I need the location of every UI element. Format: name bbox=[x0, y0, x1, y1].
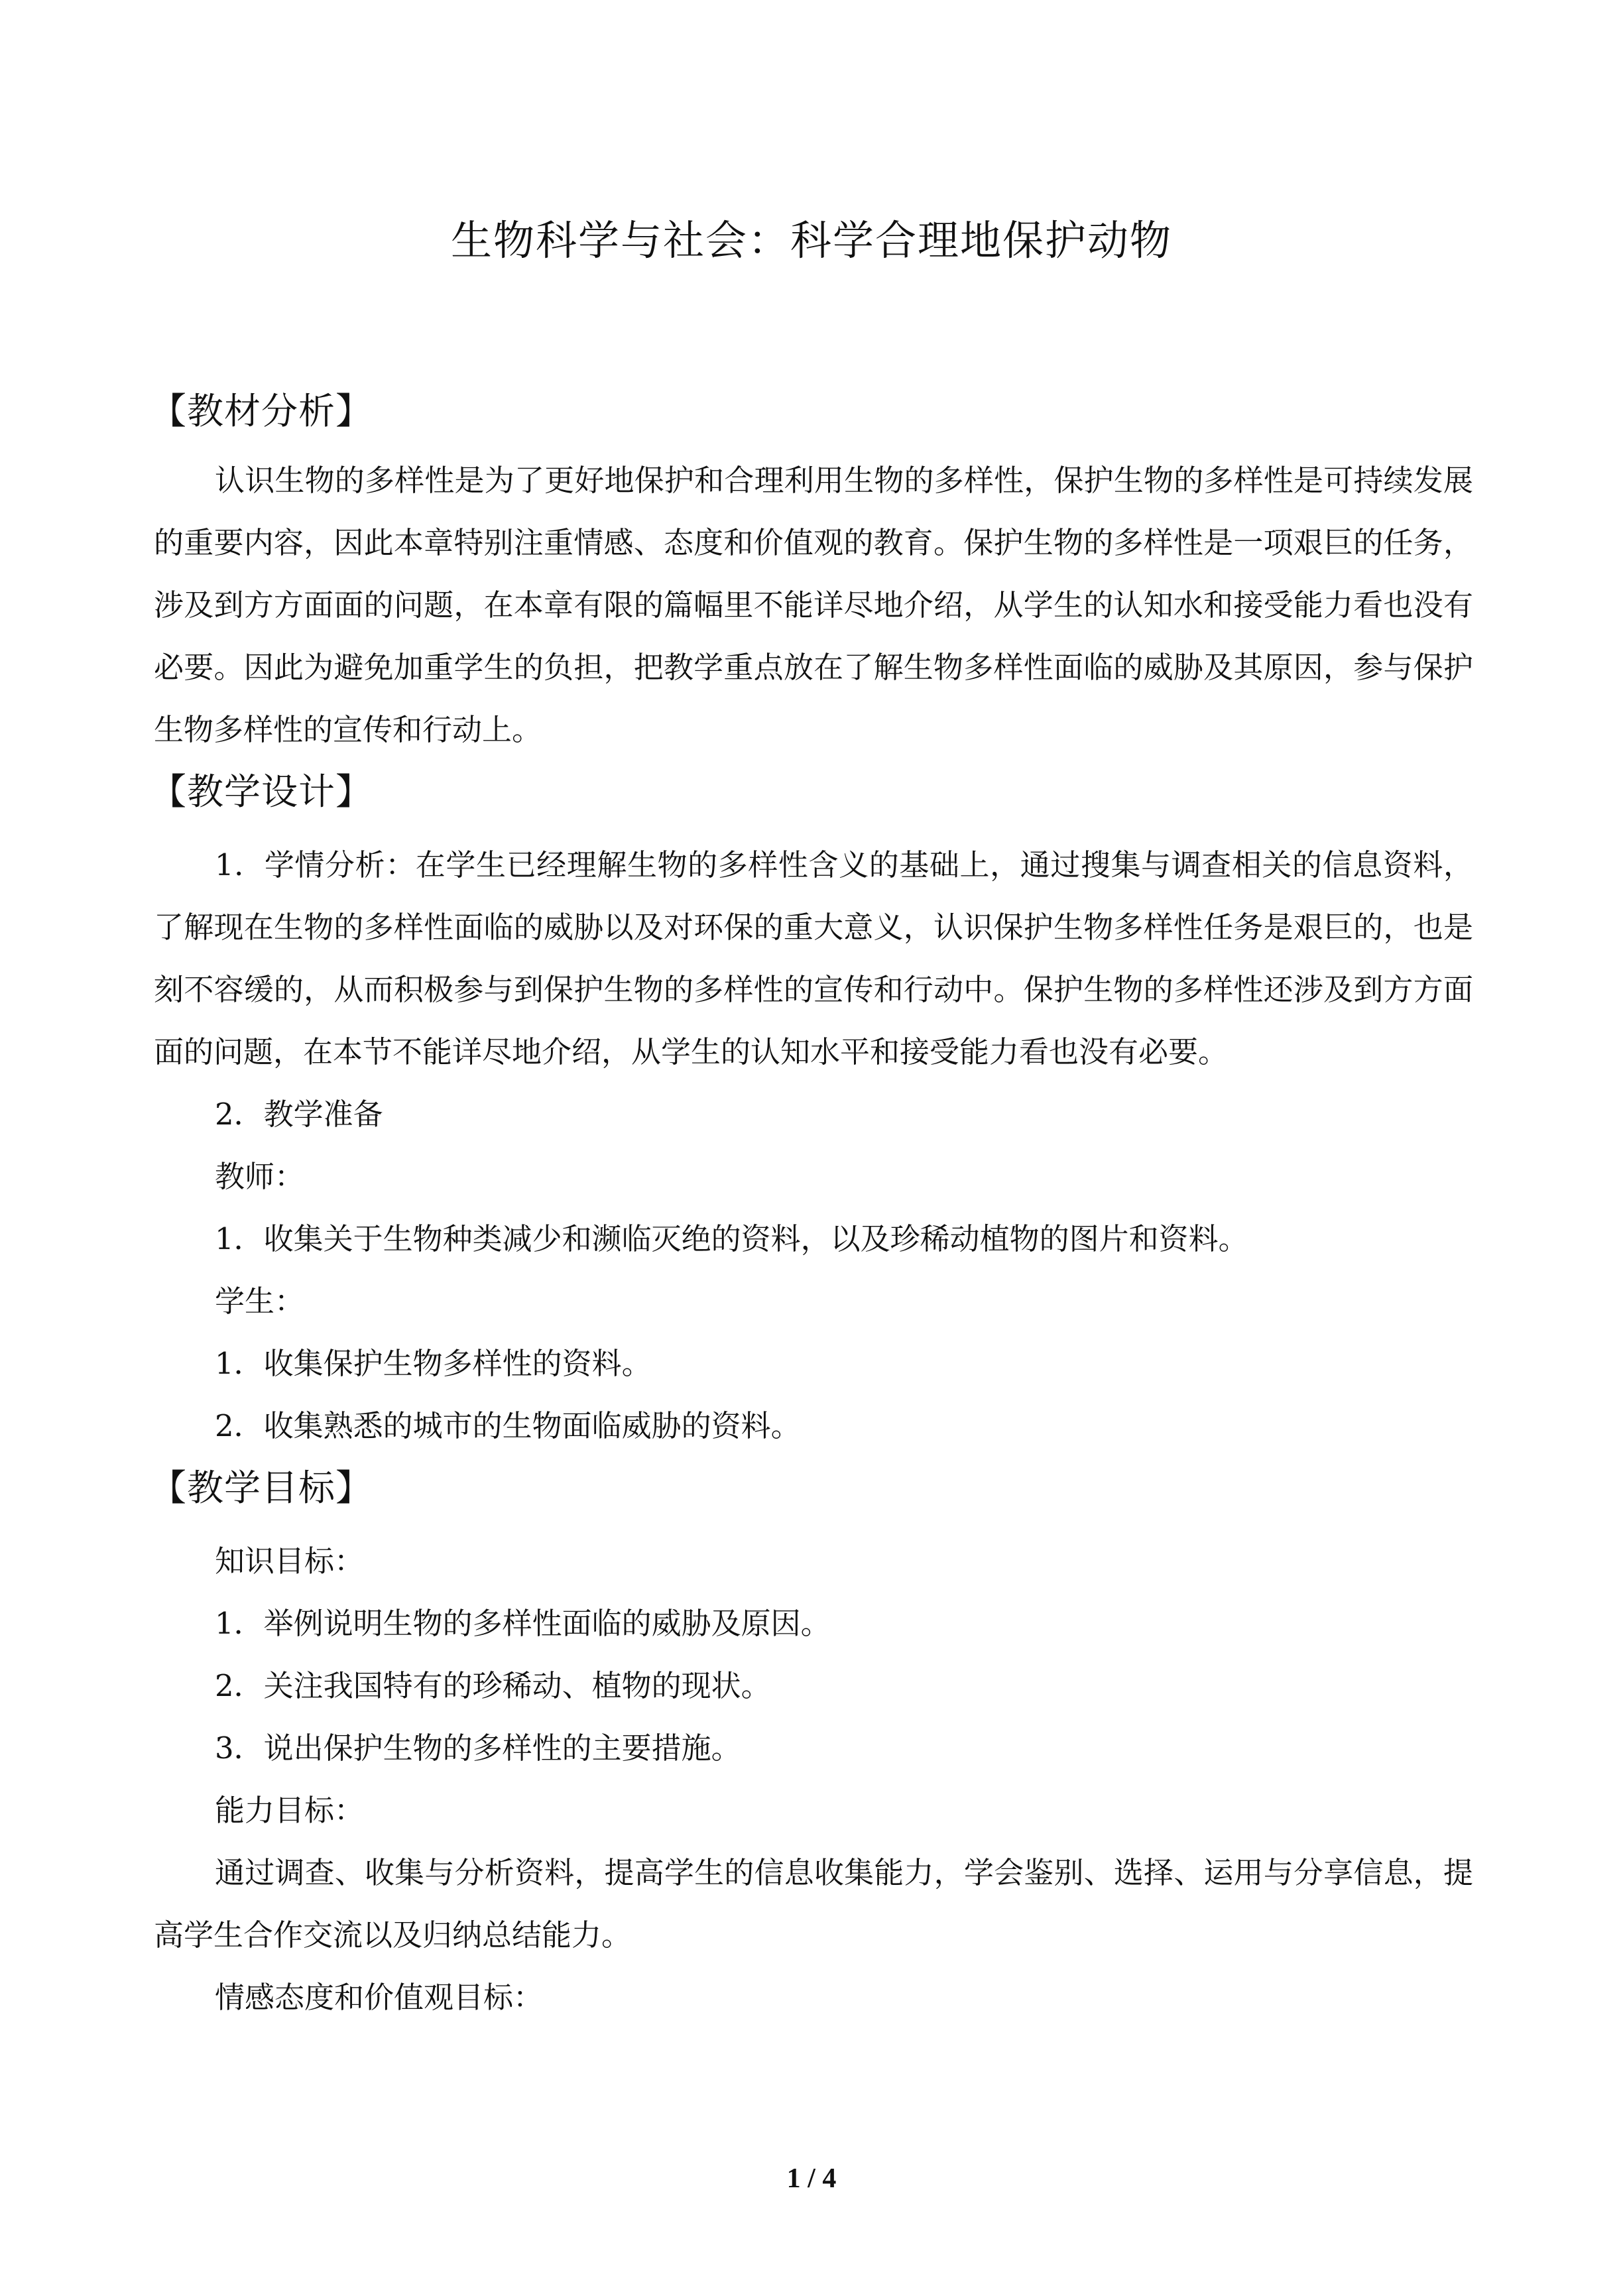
paragraph-learning-analysis: 1．学情分析：在学生已经理解生物的多样性含义的基础上，通过搜集与调查相关的信息资料，了解现在生物的多样性面临的威胁以及对环保的重大意义，认识保护生物多样性任务是艰巨的，也是刻不容缓的，从而积极参与到保护生物的多样性的宣传和行动中。保护生物的多样性还涉及到方方面面的问题，在本节不能详尽地介绍，从学生的认知水平和接受能力看也没有必要。 bbox=[154, 847, 1473, 1069]
paragraph-textbook-analysis: 认识生物的多样性是为了更好地保护和合理利用生物的多样性，保护生物的多样性是可持续发展的重要内容，因此本章特别注重情感、态度和价值观的教育。保护生物的多样性是一项艰巨的任务，涉及到方方面面的问题，在本章有限的篇幅里不能详尽地介绍，从学生的认知水和接受能力看也没有必要。因此为避免加重学生的负担，把教学重点放在了解生物多样性面临的威胁及其原因，参与保护生物多样性的宣传和行动上。 bbox=[154, 463, 1473, 747]
line-ability-goals-label: 能力目标： bbox=[215, 1793, 365, 1828]
line-student-item-1: 1．收集保护生物多样性的资料。 bbox=[215, 1346, 652, 1381]
section-heading-teaching-goals: 【教学目标】 bbox=[150, 1467, 373, 1509]
line-student-label: 学生： bbox=[215, 1284, 305, 1319]
line-knowledge-goal-2: 2．关注我国特有的珍稀动、植物的现状。 bbox=[215, 1668, 771, 1703]
document-body bbox=[150, 385, 1473, 2029]
line-student-item-2: 2．收集熟悉的城市的生物面临威胁的资料。 bbox=[215, 1408, 801, 1443]
paragraph-ability-goals: 通过调查、收集与分析资料，提高学生的信息收集能力，学会鉴别、选择、运用与分享信息，提高学生合作交流以及归纳总结能力。 bbox=[154, 1855, 1473, 1953]
document-title: 生物科学与社会：科学合理地保护动物 bbox=[450, 216, 1172, 265]
line-teacher-item-1: 1．收集关于生物种类减少和濒临灭绝的资料，以及珍稀动植物的图片和资料。 bbox=[215, 1221, 1248, 1256]
line-knowledge-goal-1: 1．举例说明生物的多样性面临的威胁及原因。 bbox=[215, 1606, 831, 1641]
line-knowledge-goal-3: 3．说出保护生物的多样性的主要措施。 bbox=[215, 1730, 741, 1766]
line-knowledge-goals-label: 知识目标： bbox=[215, 1543, 365, 1579]
page-number: 1 / 4 bbox=[786, 2163, 837, 2194]
line-teacher-label: 教师： bbox=[215, 1159, 305, 1194]
section-heading-textbook-analysis: 【教材分析】 bbox=[150, 390, 373, 432]
line-teaching-preparation: 2．教学准备 bbox=[215, 1097, 383, 1132]
line-emotion-goals-label: 情感态度和价值观目标： bbox=[215, 1980, 544, 2015]
section-heading-teaching-design: 【教学设计】 bbox=[150, 770, 373, 813]
